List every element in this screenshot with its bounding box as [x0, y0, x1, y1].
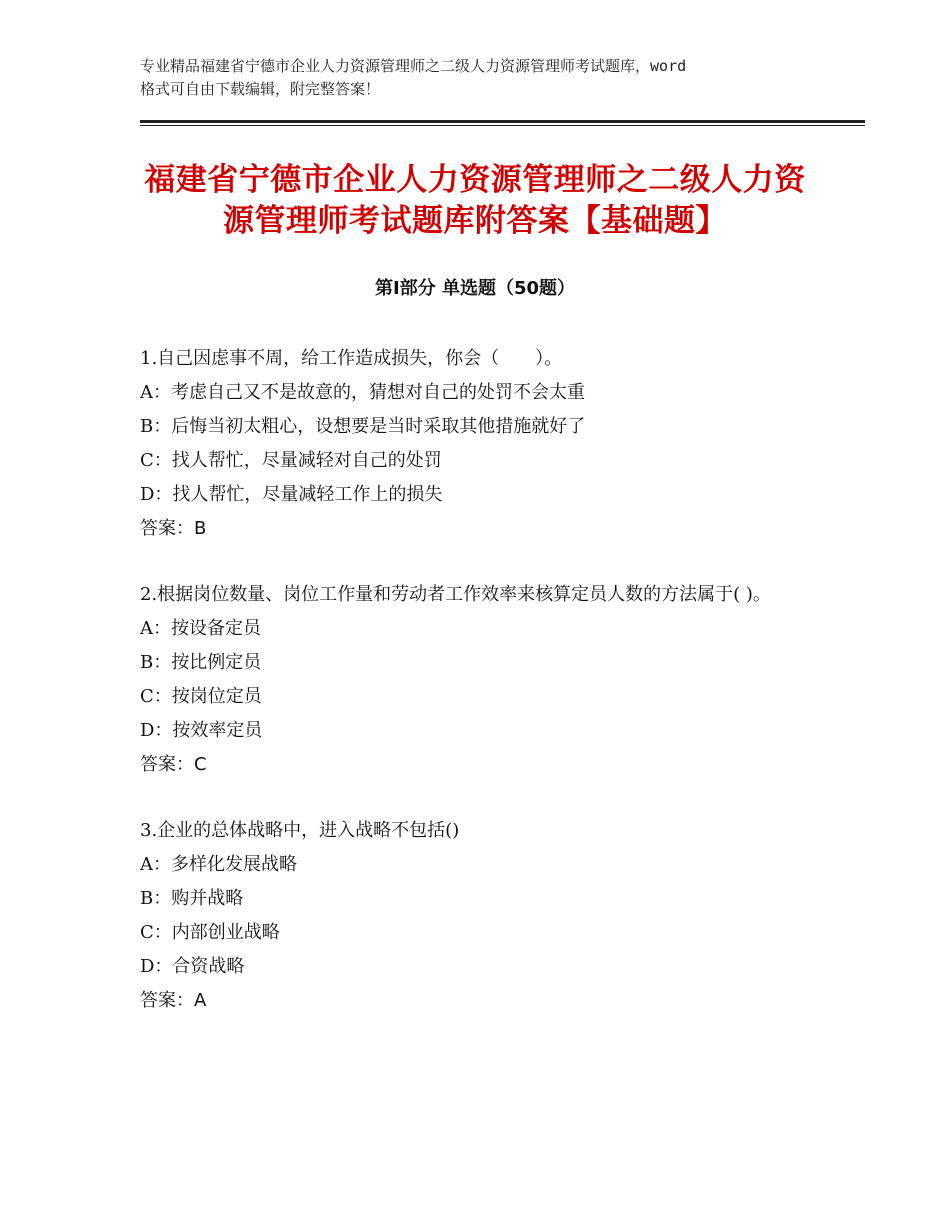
section-heading: 第Ⅰ部分 单选题（50题） [374, 278, 575, 299]
option-c: C：内部创业战略 [140, 922, 280, 943]
option-d: D：按效率定员 [140, 720, 263, 741]
option-c: C：按岗位定员 [140, 686, 262, 707]
option-d: D：合资战略 [140, 956, 245, 977]
answer: 答案：A [140, 990, 207, 1011]
option-c: C：找人帮忙，尽量减轻对自己的处罚 [140, 450, 442, 471]
header-divider-thin [140, 125, 865, 126]
option-a: A：按设备定员 [140, 618, 261, 639]
option-d: D：找人帮忙，尽量减轻工作上的损失 [140, 484, 443, 505]
answer: 答案：C [140, 754, 207, 775]
header-divider-thick [140, 120, 865, 123]
option-b: B：按比例定员 [140, 652, 262, 673]
option-b: B：购并战略 [140, 888, 244, 909]
question-2 [140, 578, 820, 782]
question-stem: 1.自己因虑事不周，给工作造成损失，你会（ ）。 [140, 348, 563, 369]
header-note: 专业精品福建省宁德市企业人力资源管理师之二级人力资源管理师考试题库，word 格式可自由下载编辑，附完整答案！ [140, 57, 687, 98]
question-stem: 2.根据岗位数量、岗位工作量和劳动者工作效率来核算定员人数的方法属于( )。 [140, 584, 771, 605]
question-3 [140, 814, 820, 1018]
question-stem: 3.企业的总体战略中，进入战略不包括() [140, 820, 460, 841]
answer: 答案：B [140, 518, 207, 539]
option-a: A：多样化发展战略 [140, 854, 297, 875]
question-list [140, 342, 820, 1050]
option-a: A：考虑自己又不是故意的，猜想对自己的处罚不会太重 [140, 382, 585, 403]
document-title: 福建省宁德市企业人力资源管理师之二级人力资源管理师考试题库附答案【基础题】 [144, 162, 806, 239]
question-1 [140, 342, 820, 546]
option-b: B：后悔当初太粗心，设想要是当时采取其他措施就好了 [140, 416, 586, 437]
